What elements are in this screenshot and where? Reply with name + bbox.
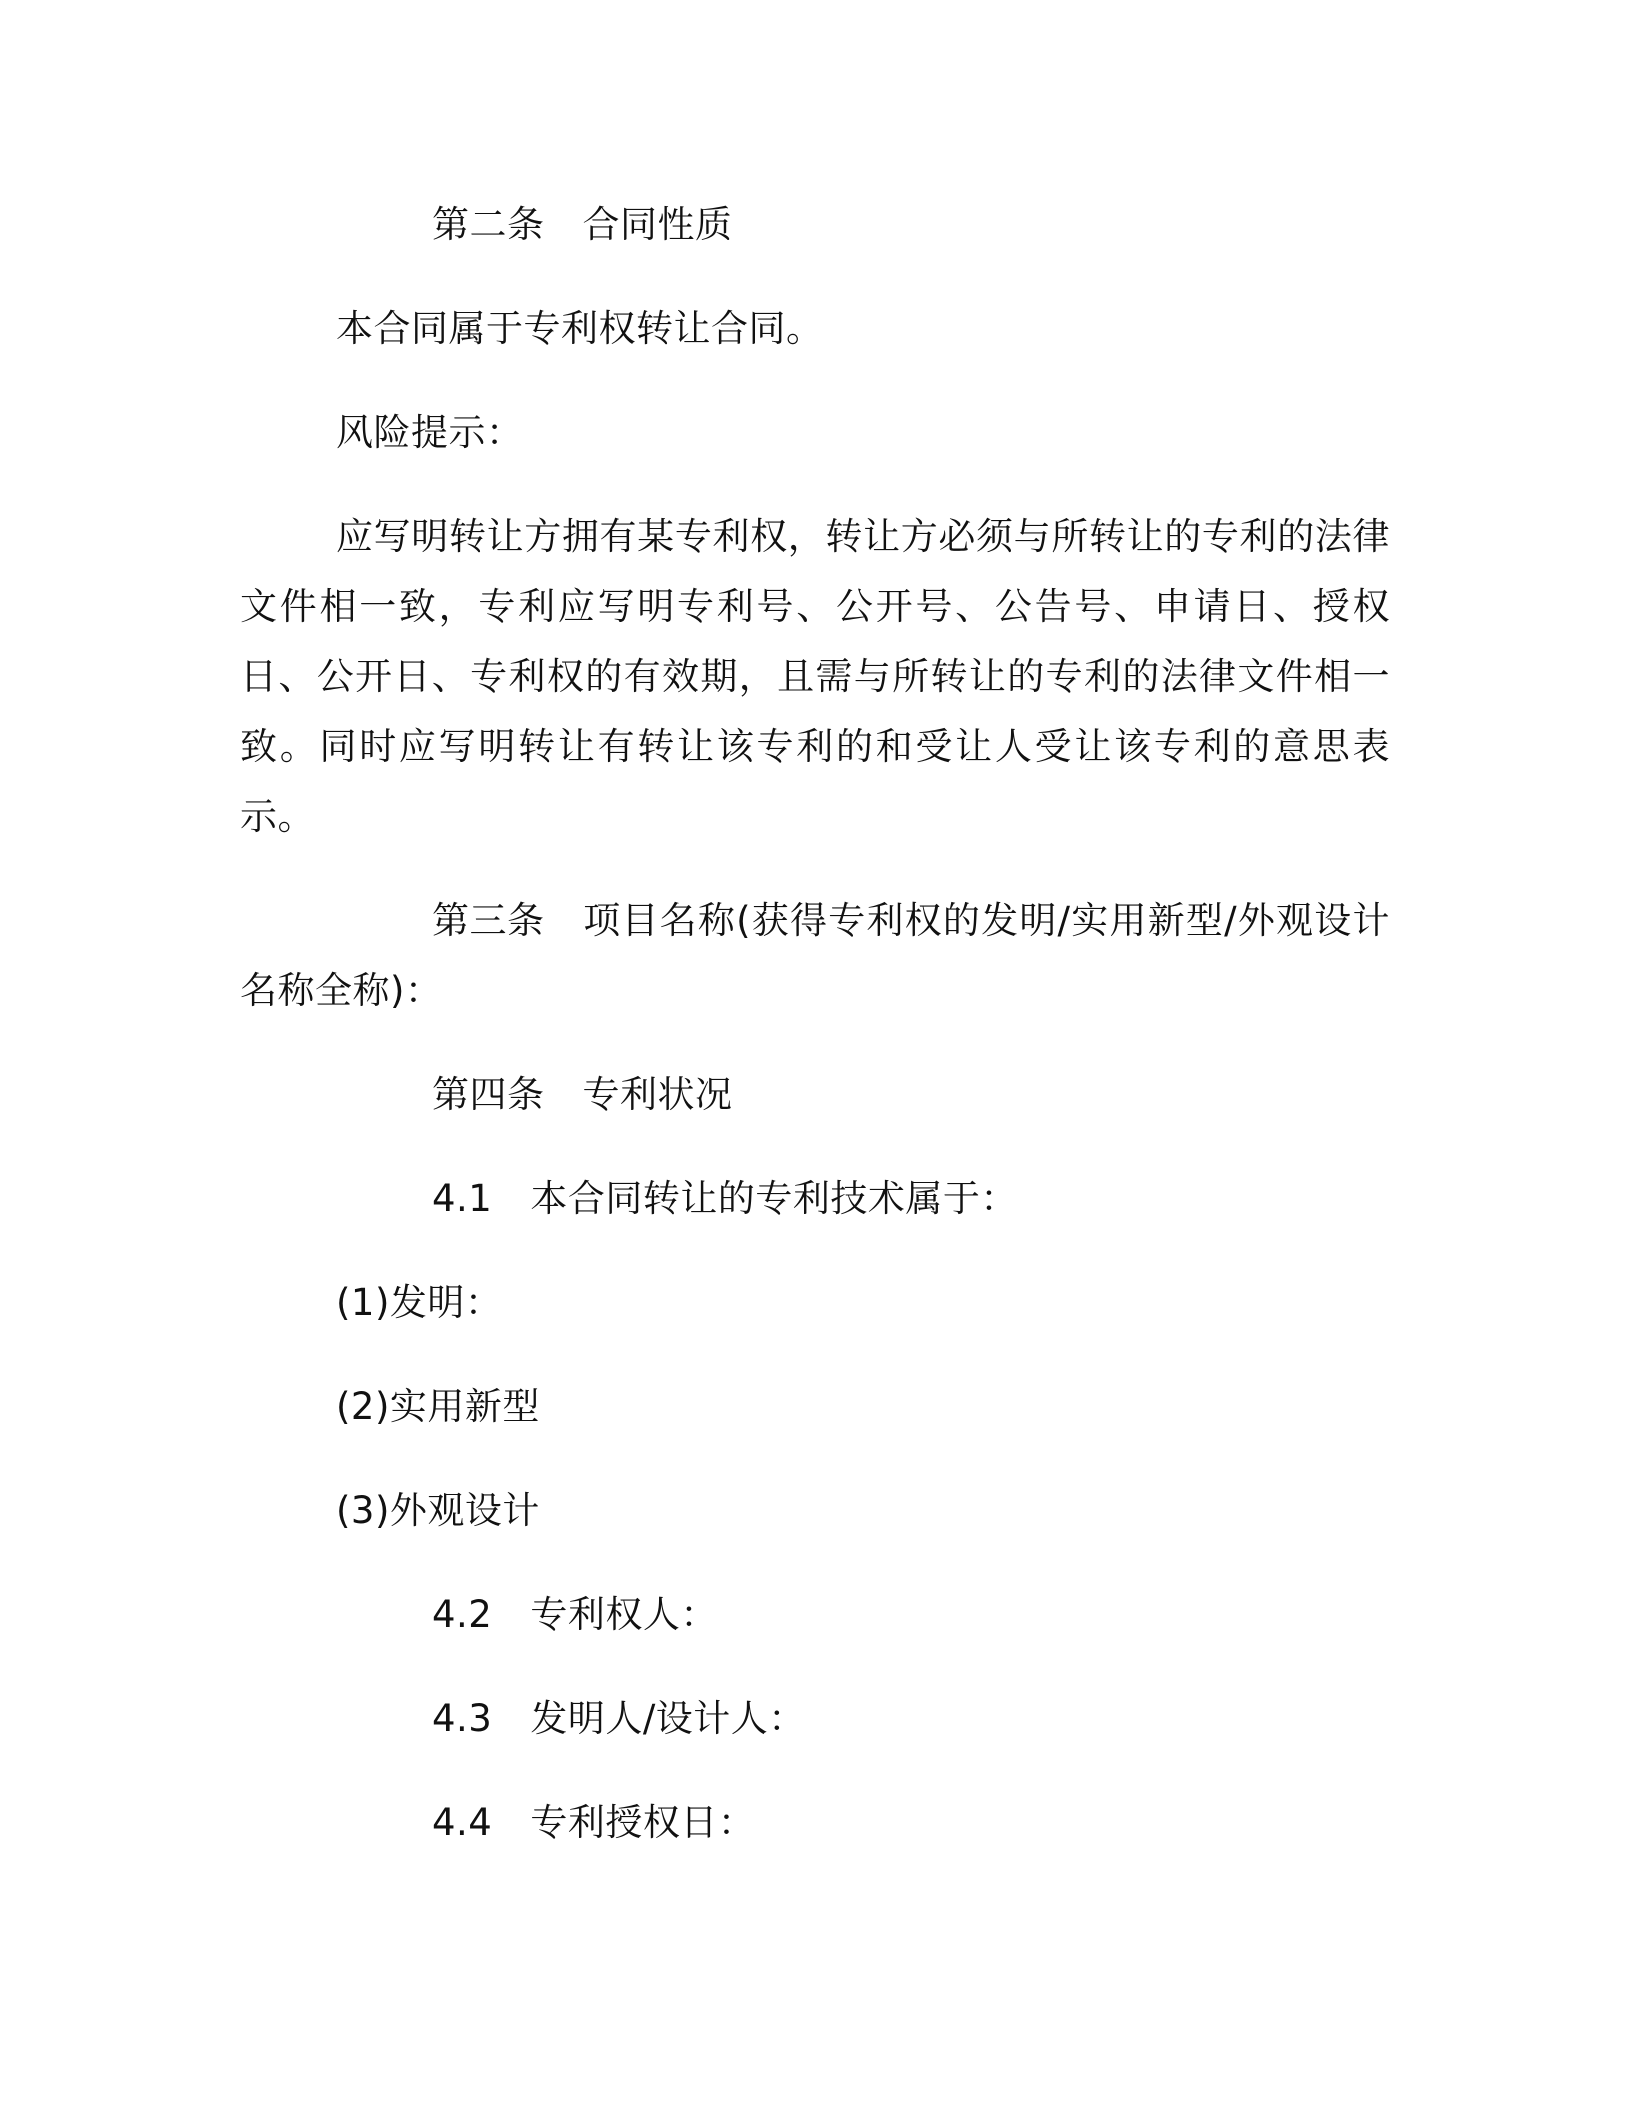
risk-label: 风险提示： <box>336 411 524 454</box>
article-2-heading <box>240 190 1390 260</box>
risk-text: 应写明转让方拥有某专利权，转让方必须与所转让的专利的法律文件相一致，专利应写明专利号、公开号、公告号、申请日、授权日、公开日、专利权的有效期，且需与所转让的专利的法律文件相一致。同时应写明转让有转让该专利的和受让人受让该专利的意思表示。 <box>240 515 1390 838</box>
clause-number: 4.2 <box>432 1593 493 1636</box>
clause-4-1 <box>240 1164 1390 1234</box>
article-title: 专利状况 <box>582 1073 733 1116</box>
clause-4-2 <box>240 1580 1390 1650</box>
clause-4-4 <box>240 1788 1390 1858</box>
clause-number: 4.3 <box>432 1697 493 1740</box>
option-design: (3)外观设计 <box>336 1489 540 1532</box>
clause-text: 专利权人： <box>530 1593 718 1636</box>
article-title: 项目名称(获得专利权的发明/实用新型/外观设计名称全称)： <box>240 899 1390 1012</box>
option-invention: (1)发明： <box>336 1281 503 1324</box>
document-body <box>240 190 1390 1892</box>
clause-4-3 <box>240 1684 1390 1754</box>
clause-text: 专利授权日： <box>530 1801 756 1844</box>
option-utility-model: (2)实用新型 <box>336 1385 540 1428</box>
article-2-text: 本合同属于专利权转让合同。 <box>336 307 824 350</box>
clause-number: 4.1 <box>432 1177 493 1220</box>
article-3-heading <box>240 886 1390 1026</box>
clause-number: 4.4 <box>432 1801 493 1844</box>
clause-text: 本合同转让的专利技术属于： <box>530 1177 1018 1220</box>
article-number: 第三条 <box>432 899 545 942</box>
article-4-heading <box>240 1060 1390 1130</box>
article-title: 合同性质 <box>582 203 733 246</box>
clause-text: 发明人/设计人： <box>530 1697 806 1740</box>
article-number: 第二条 <box>432 203 545 246</box>
article-number: 第四条 <box>432 1073 545 1116</box>
